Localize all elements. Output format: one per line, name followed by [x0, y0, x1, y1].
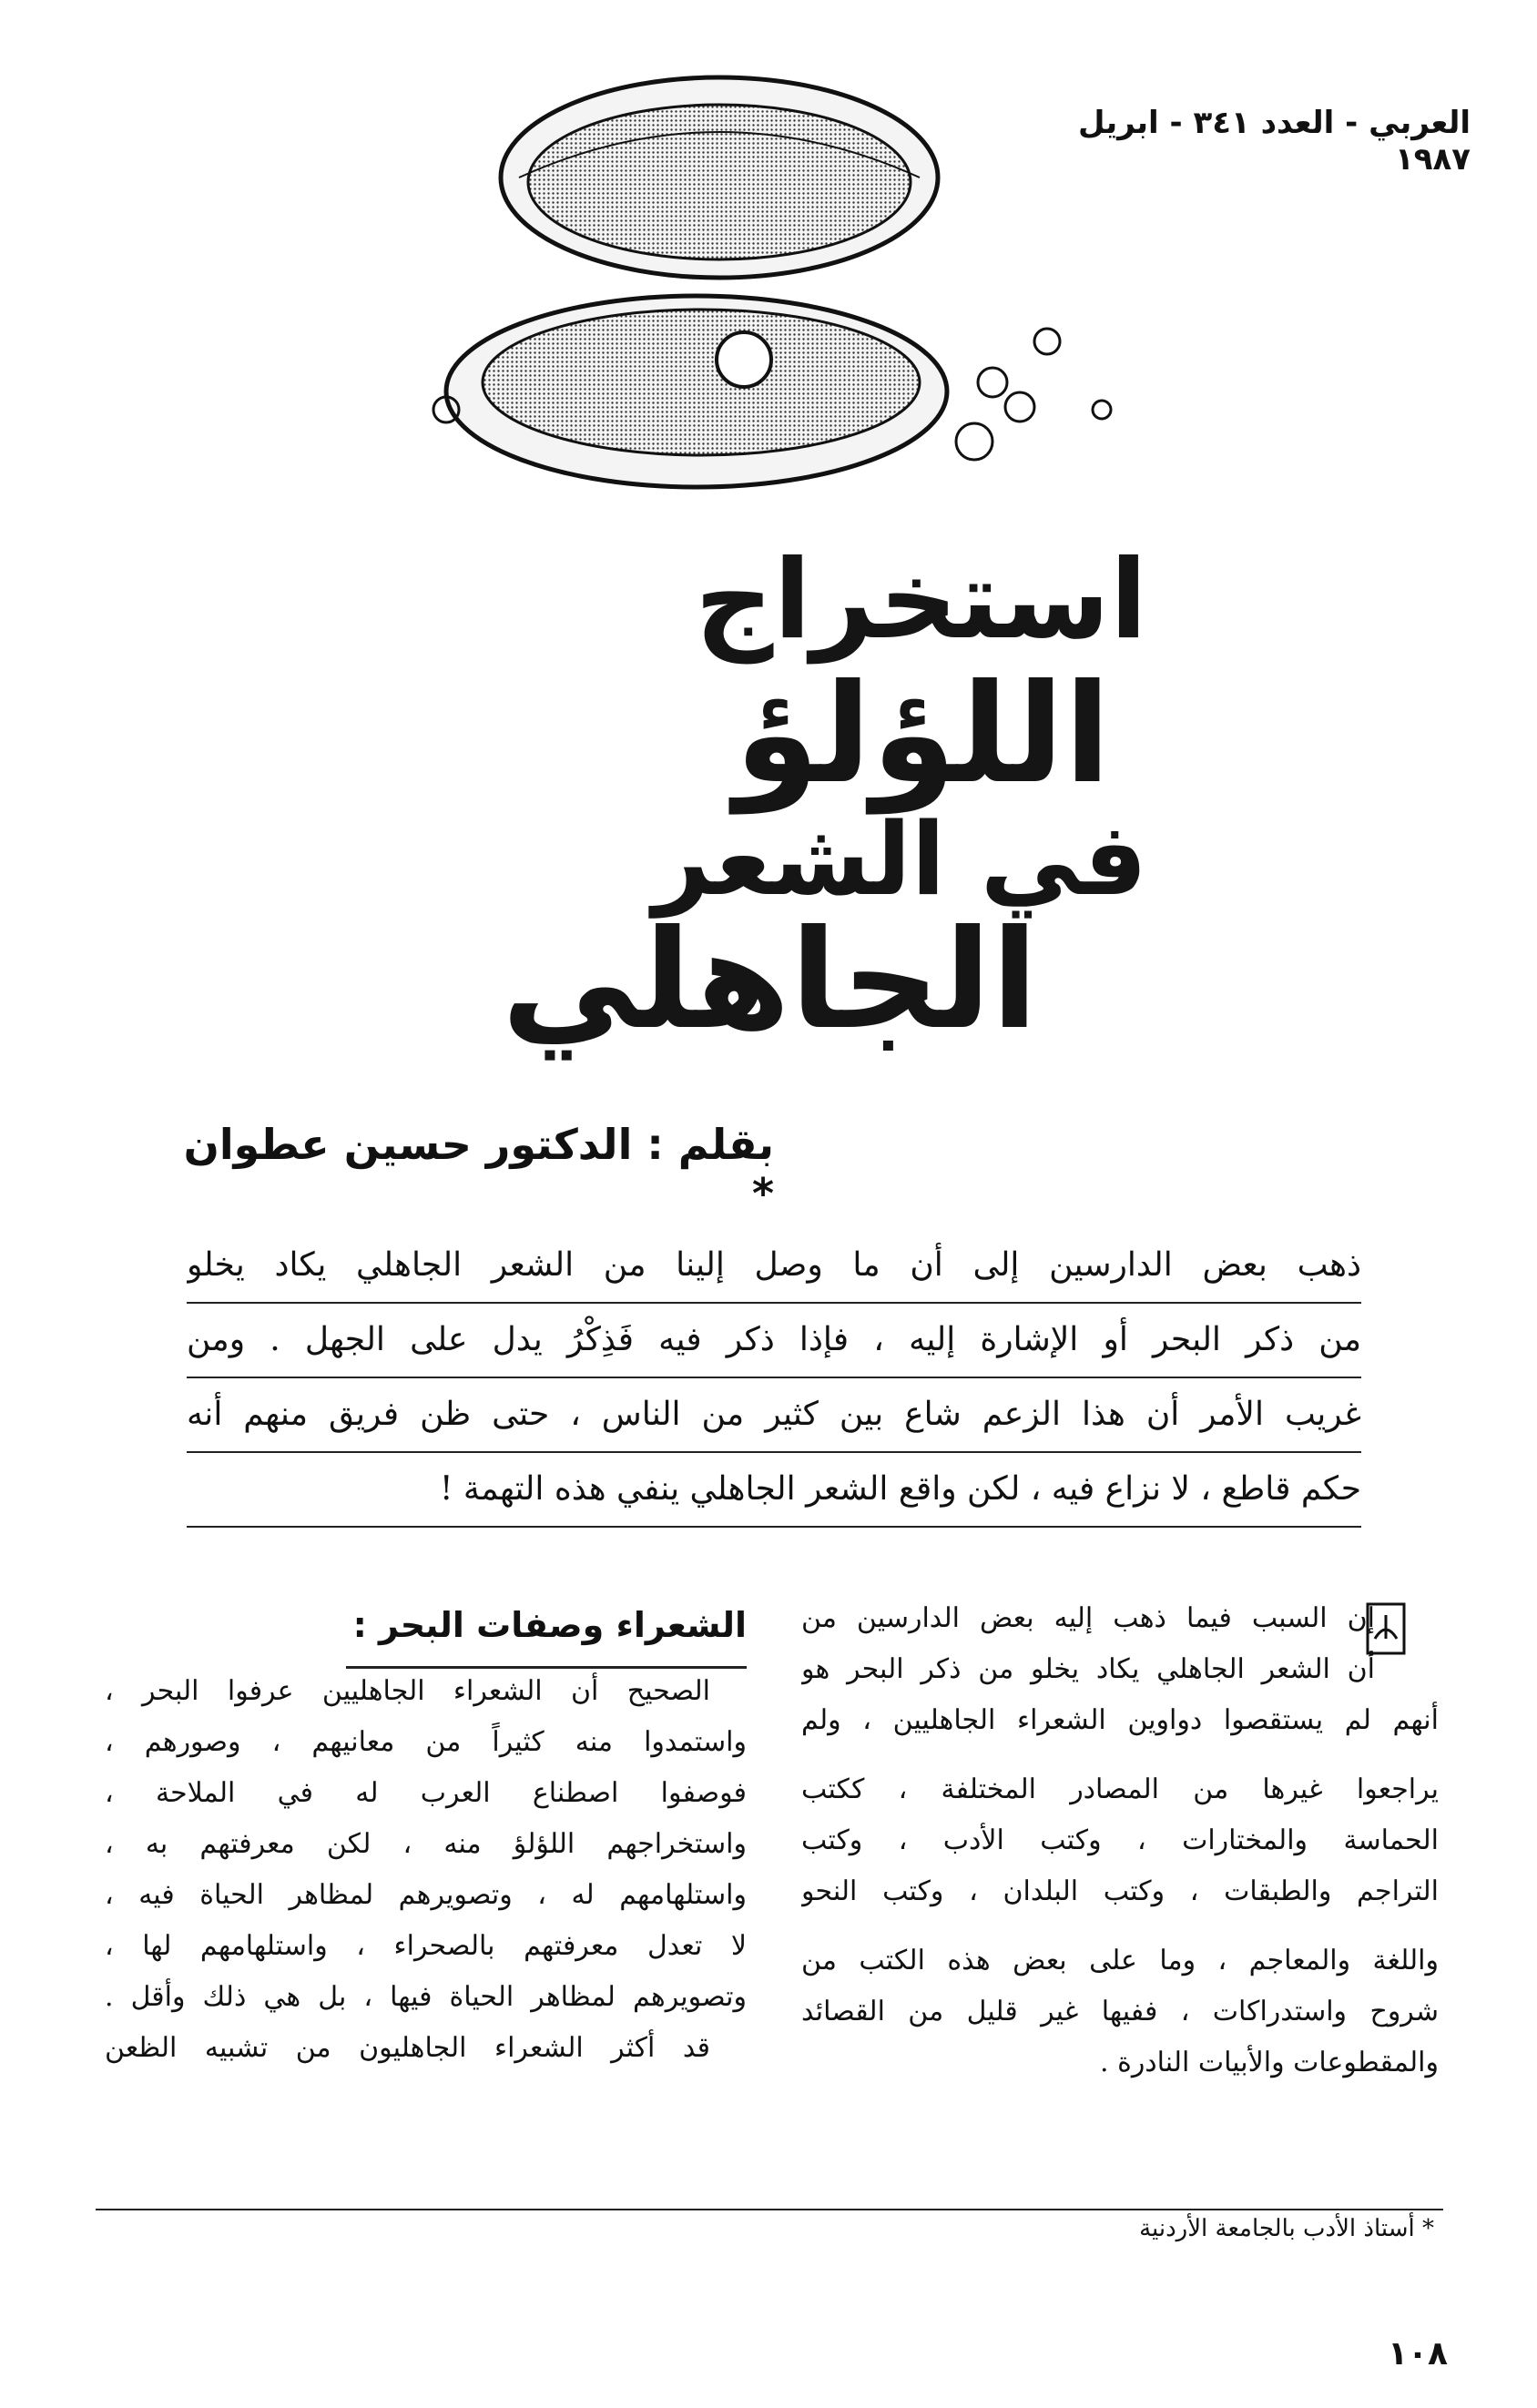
body-line: قد أكثر الشعراء الجاهليون من تشبيه الظعن	[105, 2032, 710, 2064]
title-line-4: الجاهلي	[501, 901, 1038, 1060]
body-line: لا تعدل معرفتهم بالصحراء ، واستلهامهم لها ،	[105, 1930, 747, 1962]
body-line: أن الشعر الجاهلي يكاد يخلو من ذكر البحر هو	[801, 1653, 1375, 1685]
body-line: الصحيح أن الشعراء الجاهليين عرفوا البحر ،	[105, 1675, 710, 1707]
intro-paragraph	[187, 1229, 1361, 1528]
byline: بقلم : الدكتور حسين عطوان *	[183, 1120, 774, 1218]
body-line: واستخراجهم اللؤلؤ منه ، لكن معرفتهم به ،	[105, 1828, 747, 1860]
article-title	[291, 537, 1165, 1083]
intro-line: غريب الأمر أن هذا الزعم شاع بين كثير من الناس ، حتى ظن فريق منهم أنه	[187, 1378, 1361, 1453]
body-line: واللغة والمعاجم ، وما على بعض هذه الكتب من	[801, 1945, 1439, 1976]
body-line: التراجم والطبقات ، وكتب البلدان ، وكتب النحو	[801, 1875, 1439, 1907]
page-number: ١٠٨	[1388, 2335, 1448, 2372]
section-heading: الشعراء وصفات البحر :	[352, 1605, 747, 1645]
body-line: والمقطوعات والأبيات النادرة .	[1100, 2047, 1439, 2078]
body-line: إن السبب فيما ذهب إليه بعض الدارسين من	[801, 1602, 1375, 1634]
body-line: واستلهامهم له ، وتصويرهم لمظاهر الحياة فيه ،	[105, 1879, 747, 1911]
author-footnote: * أستاذ الأدب بالجامعة الأردنية	[1139, 2215, 1434, 2242]
intro-line: من ذكر البحر أو الإشارة إليه ، فإذا ذكر فيه فَذِكْرُ يدل على الجهل . ومن	[187, 1304, 1361, 1378]
title-line-3: في الشعر	[652, 801, 1147, 918]
heading-underline	[346, 1666, 747, 1669]
body-line: يراجعوا غيرها من المصادر المختلفة ، ككتب	[801, 1773, 1439, 1805]
intro-line: حكم قاطع ، لا نزاع فيه ، لكن واقع الشعر الجاهلي ينفي هذه التهمة !	[187, 1453, 1361, 1528]
body-line: أنهم لم يستقصوا دواوين الشعراء الجاهليين ، ولم	[801, 1704, 1439, 1736]
body-line: الحماسة والمختارات ، وكتب الأدب ، وكتب	[801, 1824, 1439, 1856]
issue-header: العربي - العدد ٣٤١ - ابريل ١٩٨٧	[1078, 105, 1471, 178]
oyster-pearl-illustration	[392, 68, 1156, 505]
intro-line: ذهب بعض الدارسين إلى أن ما وصل إلينا من الشعر الجاهلي يكاد يخلو	[187, 1229, 1361, 1304]
body-line: وتصويرهم لمظاهر الحياة فيها ، بل هي ذلك وأقل .	[105, 1981, 747, 2013]
body-column-right	[801, 1593, 1439, 2088]
title-line-1: استخراج	[695, 537, 1147, 664]
body-line: شروح واستدراكات ، ففيها غير قليل من القصائد	[801, 1996, 1439, 2027]
title-line-2: اللؤلؤ	[734, 655, 1111, 814]
body-line: فوصفوا اصطناع العرب له في الملاحة ،	[105, 1777, 747, 1809]
body-line: واستمدوا منه كثيراً من معانيهم ، وصورهم ،	[105, 1726, 747, 1758]
